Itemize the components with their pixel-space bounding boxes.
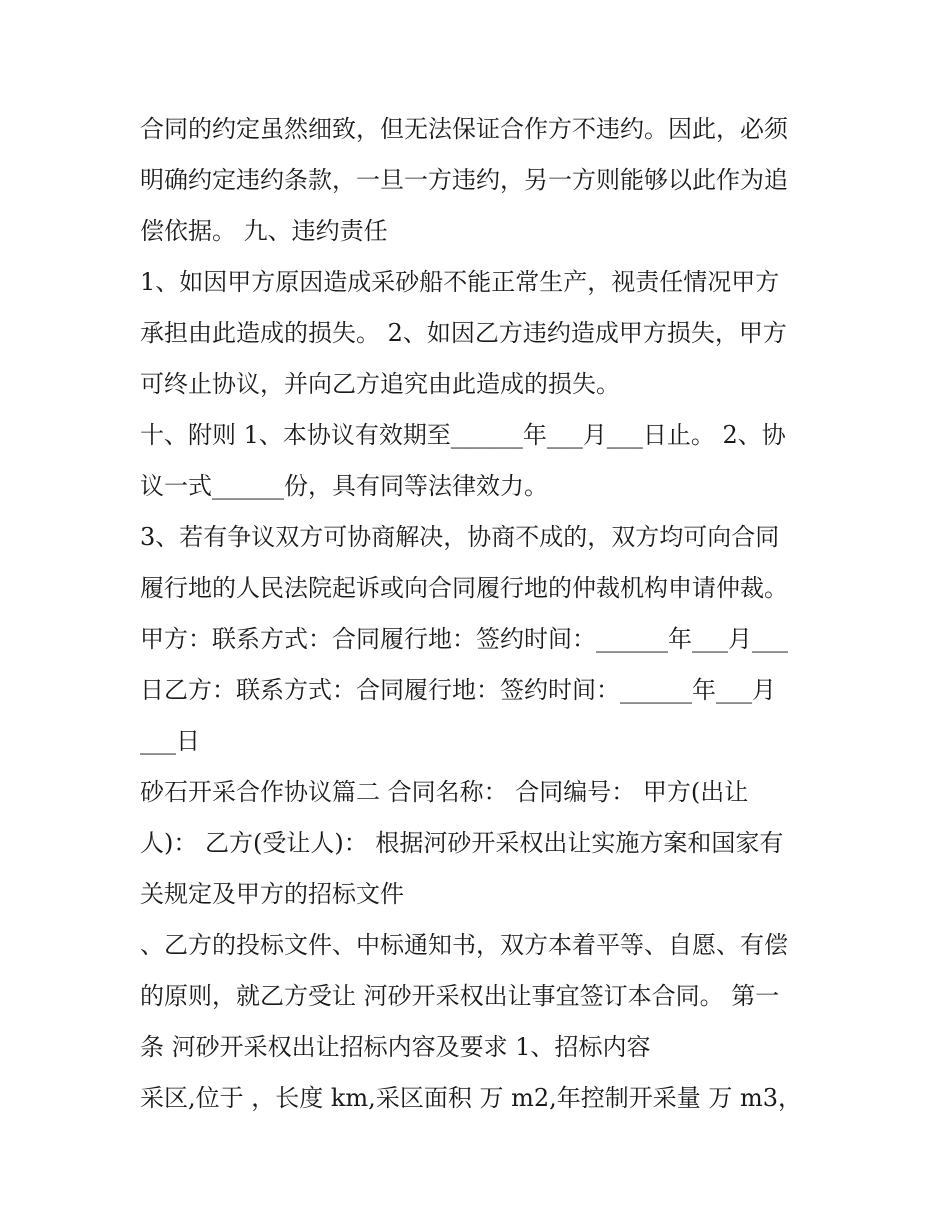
text-line: 、乙方的投标文件、中标通知书，双方本着平等、自愿、有偿	[140, 931, 788, 959]
text-line: 关规定及甲方的招标文件	[140, 880, 404, 908]
text-line: 偿依据。 九、违约责任	[140, 217, 388, 245]
text-line: 条 河砂开采权出让招标内容及要求 1、招标内容	[140, 1033, 651, 1061]
text-line: 议一式______份，具有同等法律效力。	[140, 472, 548, 500]
text-line: 可终止协议，并向乙方追究由此造成的损失。	[140, 370, 620, 398]
text-line: 履行地的人民法院起诉或向合同履行地的仲裁机构申请仲裁。	[140, 574, 788, 602]
text-line: ___日	[140, 727, 200, 755]
text-line: 采区,位于 ，长度 km,采区面积 万 m2,年控制开采量 万 m3，	[140, 1084, 803, 1112]
document-body	[140, 104, 820, 1124]
text-line: 甲方：联系方式：合同履行地：签约时间：______年___月___	[140, 625, 788, 653]
text-line: 砂石开采合作协议篇二 合同名称： 合同编号： 甲方(出让	[140, 778, 749, 806]
text-line: 十、附则 1、本协议有效期至______年___月___日止。 2、协	[140, 421, 786, 449]
text-line: 明确约定违约条款，一旦一方违约，另一方则能够以此作为追	[140, 166, 788, 194]
text-line: 人)： 乙方(受让人)： 根据河砂开采权出让实施方案和国家有	[140, 829, 784, 857]
text-line: 日乙方：联系方式：合同履行地：签约时间：______年___月	[140, 676, 776, 704]
text-line: 的原则，就乙方受让 河砂开采权出让事宜签订本合同。 第一	[140, 982, 780, 1010]
text-line: 3、若有争议双方可协商解决，协商不成的，双方均可向合同	[140, 523, 780, 551]
text-line: 承担由此造成的损失。 2、如因乙方违约造成甲方损失，甲方	[140, 319, 787, 347]
text-line: 合同的约定虽然细致，但无法保证合作方不违约。因此，必须	[140, 115, 788, 143]
text-line: 1、如因甲方原因造成采砂船不能正常生产，视责任情况甲方	[140, 268, 780, 296]
